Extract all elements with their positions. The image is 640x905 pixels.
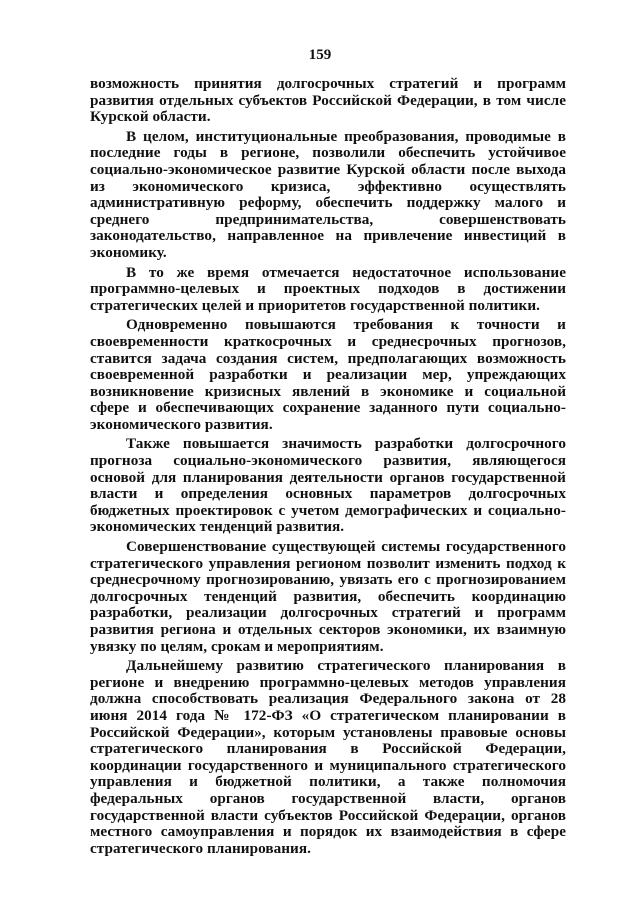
paragraph-3: В то же время отмечается недостаточное использование программно-целевых и проектных подходов в достижении стратегических целей и приоритетов государственной политики.	[90, 263, 566, 314]
paragraph-7: Дальнейшему развитию стратегического планирования в регионе и внедрению программно-целевых методов управления должна способствовать реализация Федерального закона от 28 июня 2014 года № 172-ФЗ «О стратегическом планировании в Российской Федерации», которым установлены правовые основы стратегического планирования в Российской Федерации, координации государственного и муниципального стратегического управления и бюджетной политики, а также полномочия федеральных органов государственной власти, органов государственной власти субъектов Российской Федерации, органов местного самоуправления и порядок их взаимодействия в сфере стратегического планирования.	[90, 657, 566, 857]
paragraph-6: Совершенствование существующей системы государственного стратегического управления регионом позволит изменить подход к среднесрочному прогнозированию, увязать его с прогнозированием долгосрочных тенденций развития, обеспечить координацию разработки, реализации долгосрочных стратегий и программ развития региона и отдельных секторов экономики, их взаимную увязку по целям, срокам и мероприятиям.	[90, 538, 566, 655]
document-body	[90, 76, 566, 860]
paragraph-1: возможность принятия долгосрочных стратегий и программ развития отдельных субъектов Российской Федерации, в том числе Курской области.	[90, 75, 566, 126]
paragraph-5: Также повышается значимость разработки долгосрочного прогноза социально-экономического развития, являющегося основой для планирования деятельности органов государственной власти и определения основных параметров долгосрочных бюджетных проектировок с учетом демографических и социально-экономических тенденций развития.	[90, 435, 566, 536]
paragraph-4: Одновременно повышаются требования к точности и своевременности краткосрочных и среднесрочных прогнозов, ставится задача создания систем, предполагающих возможность своевременной разработки и реализации мер, упреждающих возникновение кризисных явлений в экономике и социальной сфере и обеспечивающих сохранение заданного пути социально-экономического развития.	[90, 316, 566, 433]
page-number: 159	[308, 47, 332, 63]
paragraph-2: В целом, институциональные преобразования, проводимые в последние годы в регионе, позволили обеспечить устойчивое социально-экономическое развитие Курской области после выхода из экономического кризиса, эффективно осуществлять административную реформу, обеспечить поддержку малого и среднего предпринимательства, совершенствовать законодательство, направленное на привлечение инвестиций в экономику.	[90, 127, 566, 261]
